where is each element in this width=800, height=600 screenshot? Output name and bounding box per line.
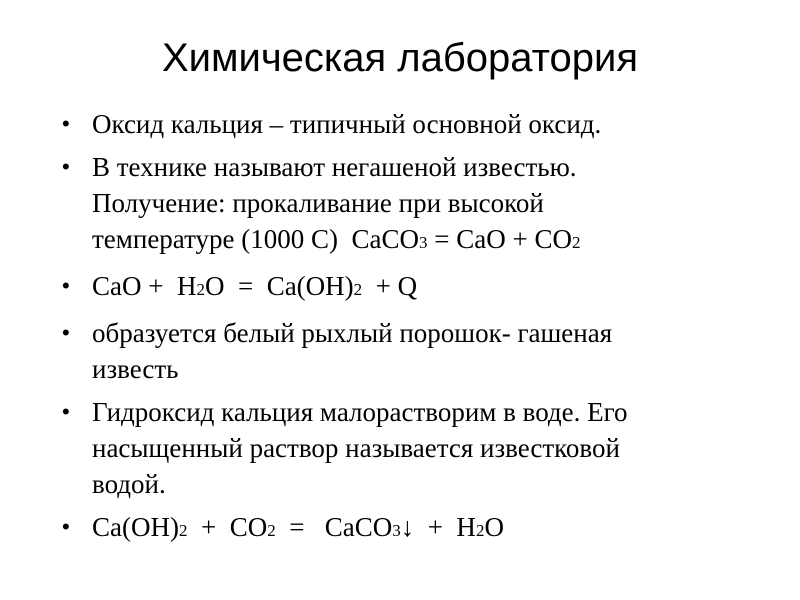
bullet-icon: • bbox=[62, 111, 70, 136]
bullet-icon: • bbox=[62, 154, 70, 179]
bullet-text: Оксид кальция – типичный основной оксид. bbox=[92, 109, 602, 139]
bullet-icon: • bbox=[62, 273, 70, 298]
bullet-text: насыщенный раствор называется известковой bbox=[92, 433, 620, 463]
formula-part: CaO + H bbox=[92, 271, 197, 301]
bullet-text: водой. bbox=[92, 469, 166, 499]
bullet-icon: • bbox=[62, 320, 70, 345]
formula-part: ↓ + H bbox=[400, 512, 476, 542]
list-item bbox=[62, 394, 752, 502]
bullet-icon: • bbox=[62, 514, 70, 539]
formula-part: = CaO + CO bbox=[427, 224, 572, 254]
formula-part: Ca(OH) bbox=[92, 512, 179, 542]
bullet-text: В технике называют негашеной известью. bbox=[92, 152, 577, 182]
bullet-text: температуре (1000 С) bbox=[92, 224, 352, 254]
formula-subscript: 2 bbox=[571, 233, 581, 252]
formula-subscript: 2 bbox=[353, 280, 363, 299]
bullet-text: известь bbox=[92, 354, 179, 384]
list-item bbox=[62, 268, 752, 308]
equation-line bbox=[92, 509, 752, 549]
bullet-text: образуется белый рыхлый порошок- гашеная bbox=[92, 318, 613, 348]
bullet-text: Гидроксид кальция малорастворим в воде. Его bbox=[92, 397, 628, 427]
slide-title: Химическая лаборатория bbox=[161, 36, 639, 80]
bullet-text-equation-line bbox=[92, 221, 752, 261]
formula-part: O bbox=[484, 512, 504, 542]
formula-part: = CaCO bbox=[275, 512, 393, 542]
formula-subscript: 2 bbox=[196, 280, 205, 299]
bullet-list bbox=[62, 106, 752, 556]
formula-subscript: 2 bbox=[475, 521, 485, 540]
formula-subscript: 3 bbox=[392, 521, 401, 540]
formula-subscript: 2 bbox=[178, 521, 188, 540]
list-item bbox=[62, 315, 752, 387]
list-item bbox=[62, 149, 752, 261]
formula-part: + CO bbox=[187, 512, 268, 542]
formula-subscript: 3 bbox=[419, 233, 428, 252]
bullet-icon: • bbox=[62, 399, 70, 424]
bullet-text: Получение: прокаливание при высокой bbox=[92, 188, 544, 218]
formula-part: O = Ca(OH) bbox=[204, 271, 354, 301]
formula-part: + Q bbox=[362, 271, 418, 301]
formula-part: CaCO bbox=[351, 224, 420, 254]
list-item bbox=[62, 106, 752, 142]
list-item bbox=[62, 509, 752, 549]
formula-subscript: 2 bbox=[267, 521, 276, 540]
equation-line bbox=[92, 268, 752, 308]
